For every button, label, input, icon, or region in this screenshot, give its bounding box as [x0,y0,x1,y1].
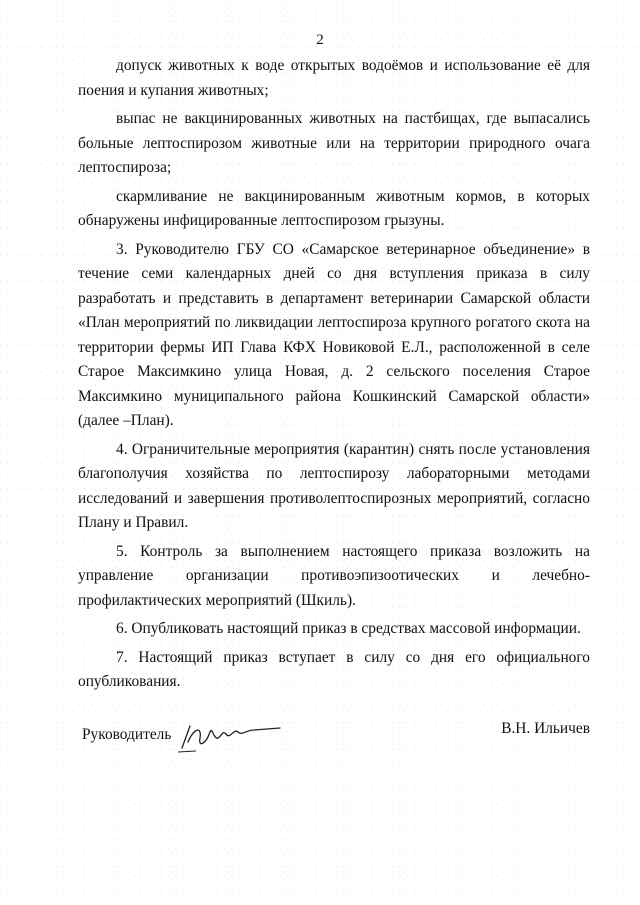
signatory-title: Руководитель [82,726,172,743]
paragraph-grazing-ban: выпас не вакцинированных животных на пастбищах, где выпасались больные лептоспирозом животные или на территории природного очага лептоспироза; [78,110,590,176]
paragraph-watering-ban: допуск животных к воде открытых водоёмов и использование её для поения и купания животных; [78,57,590,99]
page-number: 2 [316,32,324,48]
paragraph-feeding-ban: скармливание не вакцинированным животным кормов, в которых обнаружены инфицированные лептоспирозом грызуны. [78,187,590,229]
paragraph-item-3: 3. Руководителю ГБУ СО «Самарское ветеринарное объединение» в течение семи календарных дней со дня вступления приказа в силу разработать и представить в департамент ветеринарии Самарской области «План мероприятий по ликвидации лептоспироза крупного рогатого скота на территории фермы ИП Глава КФХ Новиковой Е.Л., расположенной в селе Старое Максимкино улица Новая, д. 2 сельского поселения Старое Максимкино муниципального района Кошкинский Самарской области» (далее –План). [78,240,590,429]
handwritten-signature [176,718,286,756]
paragraph-item-6: 6. Опубликовать настоящий приказ в средствах массовой информации. [116,620,581,637]
paragraph-item-7: 7. Настоящий приказ вступает в силу со дня его официального опубликования. [78,648,590,690]
paragraph-item-5: 5. Контроль за выполнением настоящего приказа возложить на управление организации противоэпизоотических и лечебно-профилактических мероприятий (Шкиль). [78,542,590,609]
signatory-name: В.Н. Ильичев [501,720,590,737]
paragraph-item-4: 4. Ограничительные мероприятия (карантин) снять после установления благополучия хозяйства по лептоспирозу лабораторными методами исследований и завершения противолептоспирозных мероприятий, согласно Плану и Правил. [78,440,590,531]
signature-block [82,718,590,758]
document-body [78,54,590,699]
